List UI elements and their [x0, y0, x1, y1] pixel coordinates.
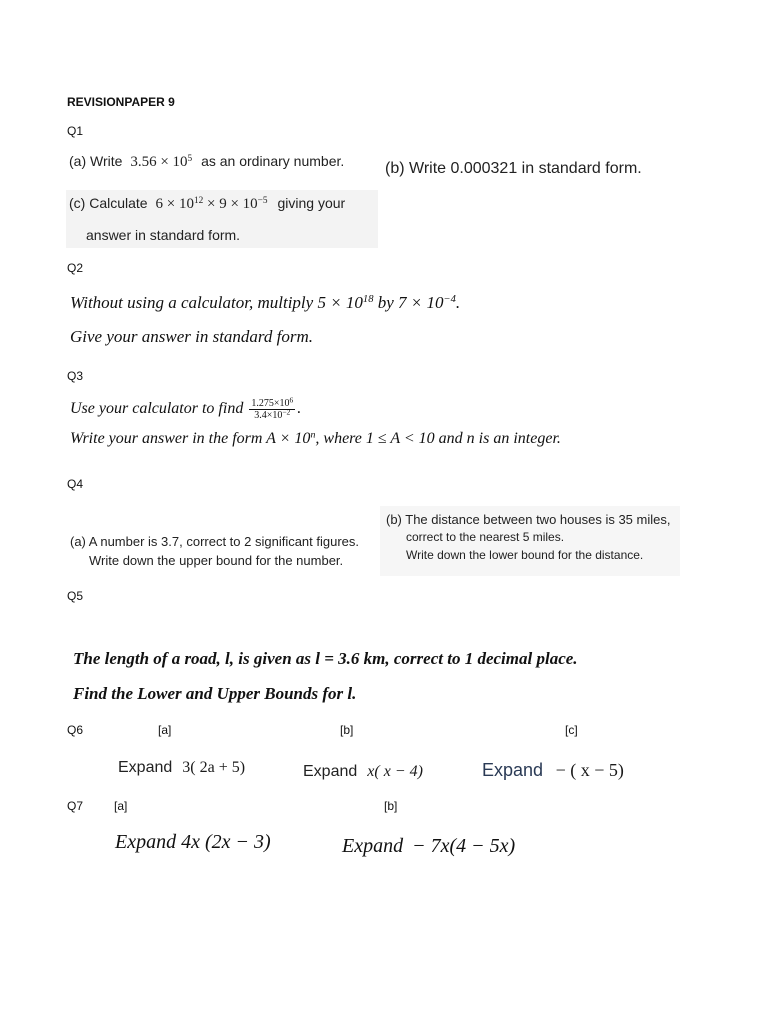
q1-c-exp1: 12 — [193, 195, 204, 206]
q6-b-expression: x( x − 4) — [367, 763, 423, 780]
q6-part-c-label: [c] — [565, 723, 578, 737]
q3-line2-prefix: Write your answer in the form A × 10 — [70, 430, 311, 447]
q1-c-suffix: giving your — [277, 195, 346, 211]
q3-line1 — [70, 395, 302, 421]
q3-fraction — [249, 395, 295, 421]
q6-a-expression: 3( 2a + 5) — [182, 759, 246, 776]
q7-b-expression: − 7x(4 − 5x) — [412, 835, 516, 857]
q4-label: Q4 — [67, 477, 84, 491]
q2-exp2: −4 — [443, 294, 456, 306]
q1-c-term1: 6 × 10 — [155, 196, 194, 212]
q6-b-question — [303, 763, 423, 781]
q7-b-question — [342, 835, 515, 858]
q4-b-line1: (b) The distance between two houses is 35 miles, — [386, 512, 671, 527]
q2-exp1: 18 — [362, 294, 374, 306]
q6-part-b-label: [b] — [340, 723, 354, 737]
q6-c-expand-word: Expand — [482, 760, 544, 780]
q4-a-line1: (a) A number is 3.7, correct to 2 significant figures. — [70, 534, 360, 549]
q4-b-line3: Write down the lower bound for the distance. — [406, 548, 644, 562]
q2-line2: Give your answer in standard form. — [70, 327, 314, 346]
q6-part-a-label: [a] — [158, 723, 172, 737]
q3-frac-num-exp: 6 — [289, 395, 294, 405]
q3-frac-den-exp: −2 — [282, 407, 291, 417]
q3-line1-end: . — [297, 400, 302, 418]
q3-line2-exp: n — [310, 429, 316, 441]
q3-frac-numerator: 1.275×10 — [251, 398, 290, 409]
q4-b-line2: correct to the nearest 5 miles. — [406, 530, 565, 544]
q3-line2 — [70, 430, 561, 448]
q3-line2-suffix: , where 1 ≤ A < 10 and n is an integer. — [315, 430, 561, 447]
q6-b-expand-word: Expand — [303, 763, 358, 780]
q1-a-suffix: as an ordinary number. — [201, 153, 345, 169]
q1-a-prefix: (a) Write — [69, 153, 123, 169]
q5-label: Q5 — [67, 589, 84, 603]
q7-part-b-label: [b] — [384, 799, 398, 813]
q7-label: Q7 — [67, 799, 84, 813]
q6-c-expression: − ( x − 5) — [555, 760, 624, 780]
q1-c-prefix: (c) Calculate — [69, 195, 148, 211]
q1-c-term2: × 9 × 10 — [207, 196, 258, 212]
q5-line2: Find the Lower and Upper Bounds for l. — [73, 684, 357, 703]
q3-frac-denominator: 3.4×10 — [254, 410, 283, 421]
q7-b-expand-word: Expand — [342, 835, 404, 857]
q1-part-a — [69, 153, 344, 171]
q4-a-line2: Write down the upper bound for the number. — [89, 553, 344, 568]
q7-part-a-label: [a] — [114, 799, 128, 813]
q2-line1-end: . — [455, 293, 461, 312]
q1-a-exponent: 5 — [187, 153, 193, 164]
q5-line1: The length of a road, l, is given as l = 3.6 km, correct to 1 decimal place. — [73, 649, 578, 668]
q2-line1 — [70, 293, 460, 313]
q6-a-question — [118, 759, 245, 777]
q1-part-c — [69, 195, 345, 213]
q3-label: Q3 — [67, 369, 84, 383]
page-title: REVISIONPAPER 9 — [67, 95, 175, 109]
q2-line1-prefix: Without using a calculator, multiply 5 × 10 — [70, 293, 363, 312]
q2-line1-mid: by 7 × 10 — [373, 293, 444, 312]
q7-a-question: Expand 4x (2x − 3) — [115, 831, 271, 853]
q1-c-line2: answer in standard form. — [86, 227, 241, 243]
q2-label: Q2 — [67, 261, 84, 275]
q6-label: Q6 — [67, 723, 84, 737]
q1-label: Q1 — [67, 124, 84, 138]
q1-a-number: 3.56 × 10 — [130, 154, 188, 170]
q6-c-question — [482, 760, 624, 781]
q1-part-b: (b) Write 0.000321 in standard form. — [385, 160, 642, 177]
q1-c-exp2: −5 — [257, 195, 268, 206]
q6-a-expand-word: Expand — [118, 759, 173, 776]
q3-line1-prefix: Use your calculator to find — [70, 400, 244, 418]
